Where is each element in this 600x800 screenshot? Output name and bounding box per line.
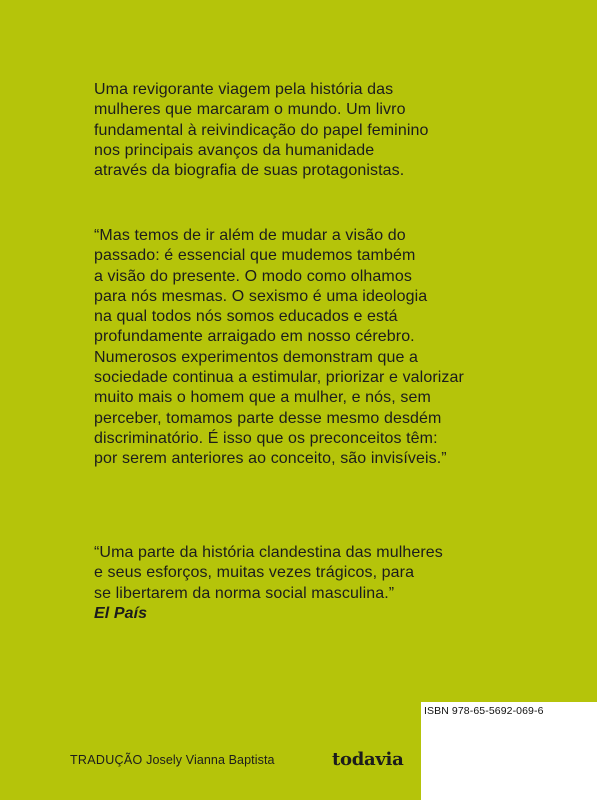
blurb-text: Uma revigorante viagem pela história das mulheres que marcaram o mundo. Um livro fundamental à reivindicação do papel feminino nos principais avanços da humanidade através da biografia de suas protagonistas.: [94, 81, 429, 180]
translator-name: Josely Vianna Baptista: [146, 753, 275, 767]
quote-main-text: “Mas temos de ir além de mudar a visão do passado: é essencial que mudemos também a visão do presente. O modo como olhamos para nós mesmas. O sexismo é uma ideologia na qual todos nós somos educados e está profundamente arraigado em nosso cérebro. Numerosos experimentos demonstram que a sociedade continua a estimular, priorizar e valorizar muito mais o homem que a mulher, e nós, sem perceber, tomamos parte desse mesmo desdém discriminatório. É isso que os preconceitos têm: por serem anteriores ao conceito, são invisíveis.”: [94, 227, 464, 468]
press-quote-source: El País: [94, 604, 148, 622]
translator-credit: [70, 753, 275, 767]
isbn-text: ISBN 978-65-5692-069-6: [424, 705, 544, 717]
press-quote-text: “Uma parte da história clandestina das mulheres e seus esforços, muitas vezes trágicos, para se libertarem da norma social masculina.”: [94, 544, 443, 602]
publisher-logo: todavia: [332, 749, 404, 770]
translation-label: TRADUÇÃO: [70, 753, 143, 767]
blurb: [94, 80, 534, 181]
press-quote: [94, 543, 534, 624]
quote-main: [94, 226, 534, 470]
barcode-box: [421, 702, 597, 800]
